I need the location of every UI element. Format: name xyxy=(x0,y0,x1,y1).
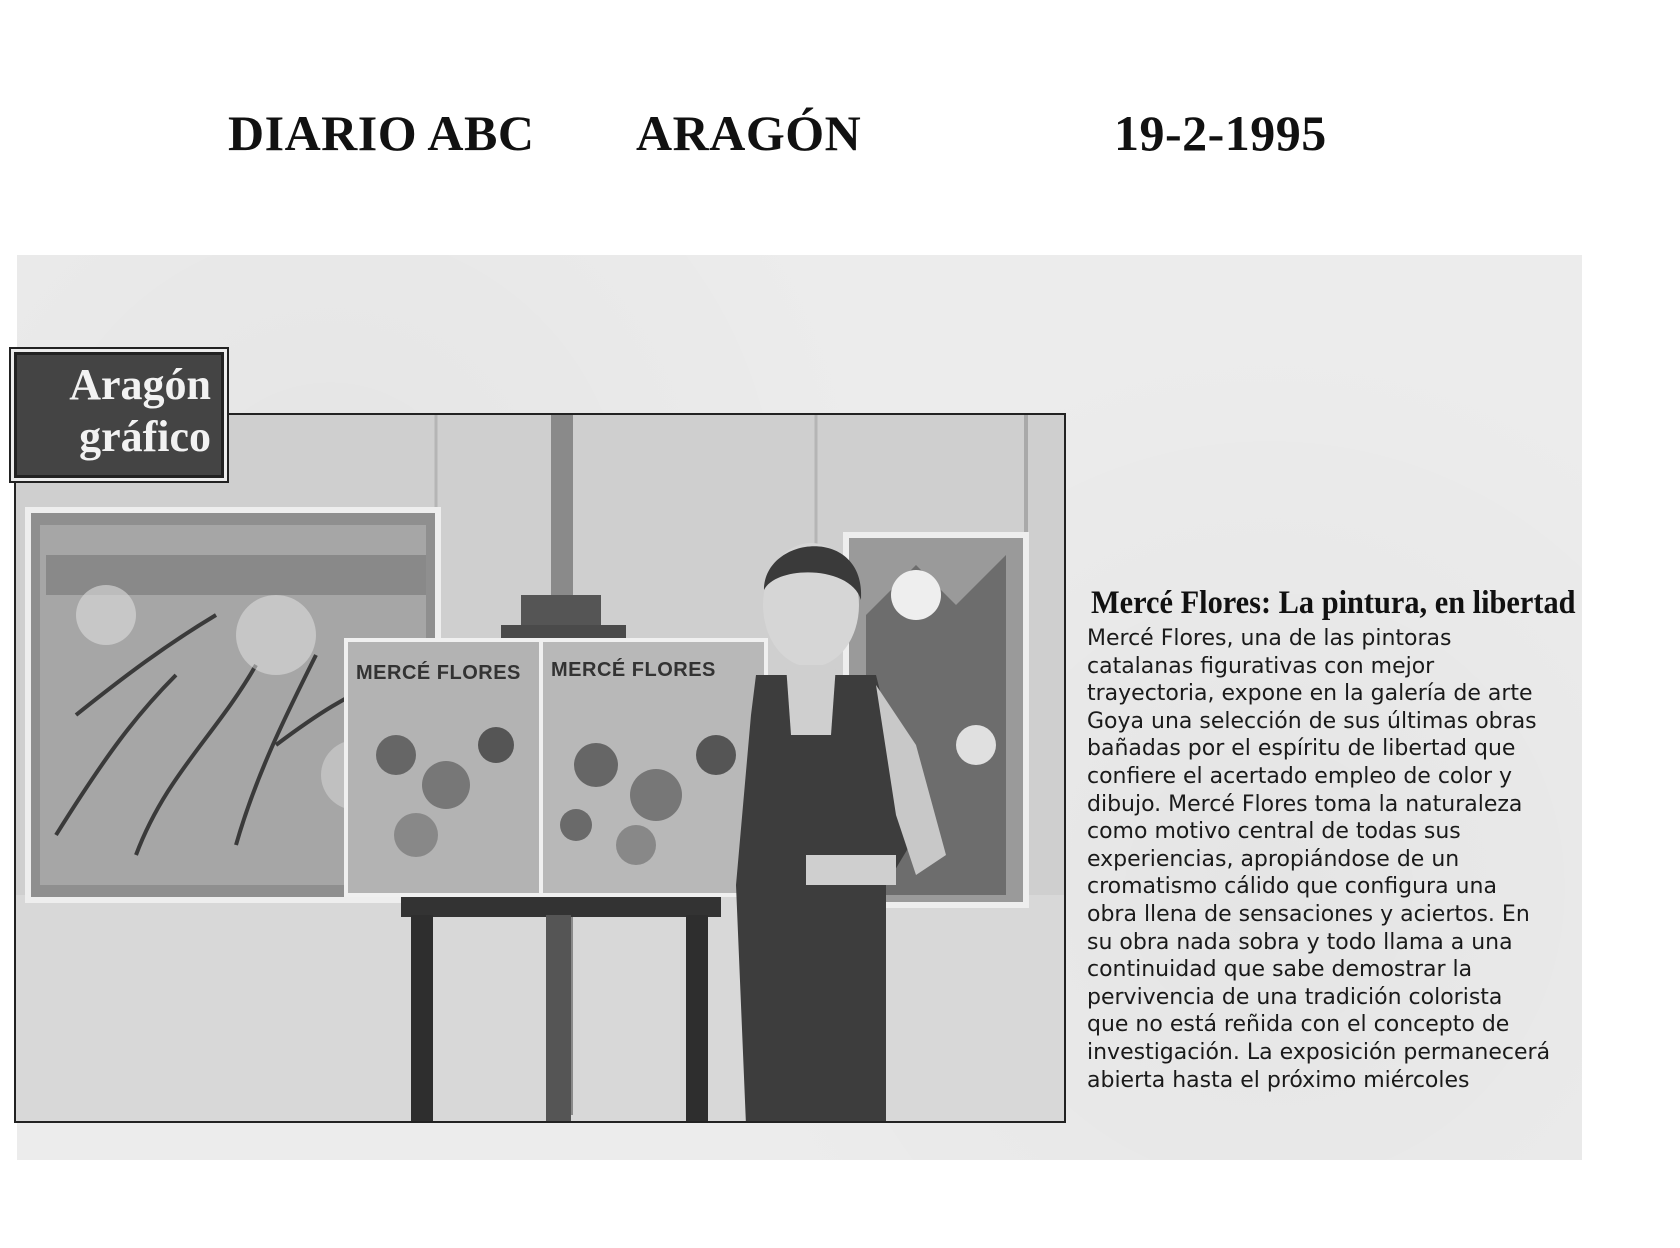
body-line: cromatismo cálido que configura una xyxy=(1087,874,1497,900)
body-line: Goya una selección de sus últimas obras xyxy=(1087,708,1537,734)
section-label-line1: Aragón xyxy=(69,360,211,409)
body-line: como motivo central de todas sus xyxy=(1087,819,1461,845)
body-line: su obra nada sobra y todo llama a una xyxy=(1087,929,1513,955)
body-line: continuidad que sabe demostrar la xyxy=(1087,957,1473,983)
poster-title-left: MERCÉ FLORES xyxy=(356,662,521,684)
exhibition-photo xyxy=(14,413,1066,1123)
article xyxy=(1087,585,1607,1094)
section-label-line2: gráfico xyxy=(79,412,211,461)
region-name: ARAGÓN xyxy=(636,105,862,161)
body-line: pervivencia de una tradición colorista xyxy=(1087,984,1503,1010)
article-body xyxy=(1087,625,1607,1094)
poster-title-right: MERCÉ FLORES xyxy=(551,659,716,681)
body-line: experiencias, apropiándose de un xyxy=(1087,846,1460,872)
body-line: bañadas por el espíritu de libertad que xyxy=(1087,736,1516,762)
photo-illustration xyxy=(16,415,1066,1123)
section-label xyxy=(14,352,224,478)
body-line: Mercé Flores, una de las pintoras xyxy=(1087,626,1452,651)
newspaper-name: DIARIO ABC xyxy=(228,105,535,161)
clipping-header xyxy=(0,104,1680,164)
body-line: dibujo. Mercé Flores toma la naturaleza xyxy=(1087,791,1523,817)
body-line: investigación. La exposición permanecerá xyxy=(1087,1039,1551,1065)
body-line: que no está reñida con el concepto de xyxy=(1087,1012,1510,1038)
body-line: catalanas figurativas con mejor xyxy=(1087,653,1435,679)
article-headline: Mercé Flores: La pintura, en libertad xyxy=(1091,585,1576,621)
body-line: obra llena de sensaciones y aciertos. En xyxy=(1087,901,1530,927)
clipping-date: 19-2-1995 xyxy=(1114,105,1327,161)
body-line: trayectoria, expone en la galería de arte xyxy=(1087,681,1533,707)
body-line: abierta hasta el próximo miércoles xyxy=(1087,1067,1470,1093)
body-line: confiere el acertado empleo de color y xyxy=(1087,763,1513,789)
